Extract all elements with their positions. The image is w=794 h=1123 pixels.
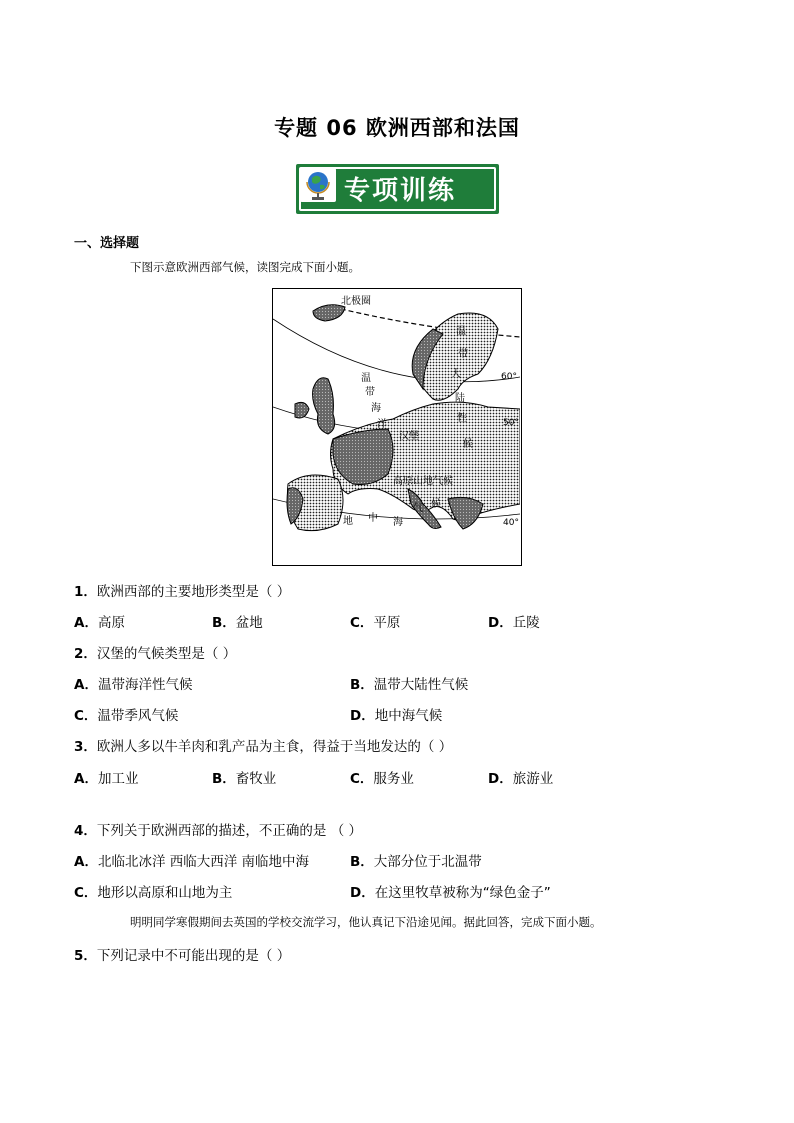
map-char: 洋 — [377, 419, 387, 430]
question-number: 1 — [74, 584, 84, 600]
option-3a[interactable]: A．加工业 — [74, 771, 139, 787]
map-char: 温 — [456, 326, 466, 337]
question-intro: 下图示意欧洲西部气候，读图完成下面小题。 — [130, 260, 360, 274]
banner-label: 专项训练 — [344, 176, 457, 206]
map-char: 大 — [451, 369, 461, 380]
option-2d[interactable]: D．地中海气候 — [350, 708, 443, 724]
option-1d[interactable]: D．丘陵 — [488, 615, 540, 631]
map-char: 温 — [361, 373, 371, 384]
option-4d[interactable]: D．在这里牧草被称为“绿色金子” — [350, 885, 551, 901]
question-text: 下列记录中不可能出现的是（ ） — [96, 948, 291, 964]
lat-40-label: 40° — [503, 518, 519, 528]
europe-climate-map — [272, 288, 522, 566]
question-number: 3 — [74, 739, 84, 755]
map-char: 地 — [343, 516, 353, 527]
map-char: 候 — [431, 499, 441, 510]
map-char: 候 — [463, 439, 473, 450]
question-text: 欧洲人多以牛羊肉和乳产品为主食，得益于当地发达的（ ） — [96, 739, 453, 755]
question-number: 2 — [74, 646, 84, 662]
option-3b[interactable]: B．畜牧业 — [212, 771, 277, 787]
option-3c[interactable]: C．服务业 — [350, 771, 414, 787]
map-char: 气 — [413, 503, 423, 514]
map-char: 中 — [368, 513, 378, 524]
globe-icon — [300, 168, 336, 202]
map-char: 海 — [393, 517, 403, 528]
balkan-shape — [448, 497, 483, 529]
option-4a[interactable]: A．北临北冰洋 西临大西洋 南临地中海 — [74, 854, 310, 870]
lat-60-label: 60° — [501, 372, 517, 382]
question-text: 下列关于欧洲西部的描述，不正确的是 （ ） — [96, 823, 362, 839]
question-text: 汉堡的气候类型是（ ） — [96, 646, 237, 662]
option-2c[interactable]: C．温带季风气候 — [74, 708, 179, 724]
option-2b[interactable]: B．温带大陆性气候 — [350, 677, 469, 693]
option-1c[interactable]: C．平原 — [350, 615, 401, 631]
question-4: 4．下列关于欧洲西部的描述，不正确的是 （ ） — [74, 823, 362, 839]
lat-50-label: 50° — [503, 418, 519, 428]
option-4b[interactable]: B．大部分位于北温带 — [350, 854, 482, 870]
page-title: 专题 06 欧洲西部和法国 — [274, 116, 520, 140]
option-1b[interactable]: B．盆地 — [212, 615, 263, 631]
option-4c[interactable]: C．地形以高原和山地为主 — [74, 885, 233, 901]
hamburg-label: 汉堡 — [399, 431, 419, 442]
option-1a[interactable]: A．高原 — [74, 615, 125, 631]
question-number: 5 — [74, 948, 84, 964]
question-1: 1．欧洲西部的主要地形类型是（ ） — [74, 584, 291, 600]
map-char: 陆 — [455, 393, 465, 404]
question-3: 3．欧洲人多以牛羊肉和乳产品为主食，得益于当地发达的（ ） — [74, 739, 453, 755]
question-5: 5．下列记录中不可能出现的是（ ） — [74, 948, 291, 964]
question-2: 2．汉堡的气候类型是（ ） — [74, 646, 237, 662]
britain-shape — [313, 378, 335, 434]
arctic-circle-label: 北极圈 — [341, 296, 371, 307]
highland-climate-label: 高原山地气候 — [393, 476, 453, 487]
map-char: 带 — [365, 387, 375, 398]
iceland-shape — [313, 305, 345, 321]
ireland-shape — [295, 402, 309, 418]
section-heading: 一、选择题 — [74, 236, 140, 251]
map-char: 带 — [458, 349, 468, 360]
option-2a[interactable]: A．温带海洋性气候 — [74, 677, 193, 693]
map-char: 海 — [371, 403, 381, 414]
question-number: 4 — [74, 823, 84, 839]
question-intro-2: 明明同学寒假期间去英国的学校交流学习，他认真记下沿途见闻。据此回答，完成下面小题。 — [130, 915, 602, 929]
question-text: 欧洲西部的主要地形类型是（ ） — [96, 584, 291, 600]
map-char: 性 — [457, 413, 467, 424]
topic-banner — [296, 164, 499, 214]
option-3d[interactable]: D．旅游业 — [488, 771, 554, 787]
